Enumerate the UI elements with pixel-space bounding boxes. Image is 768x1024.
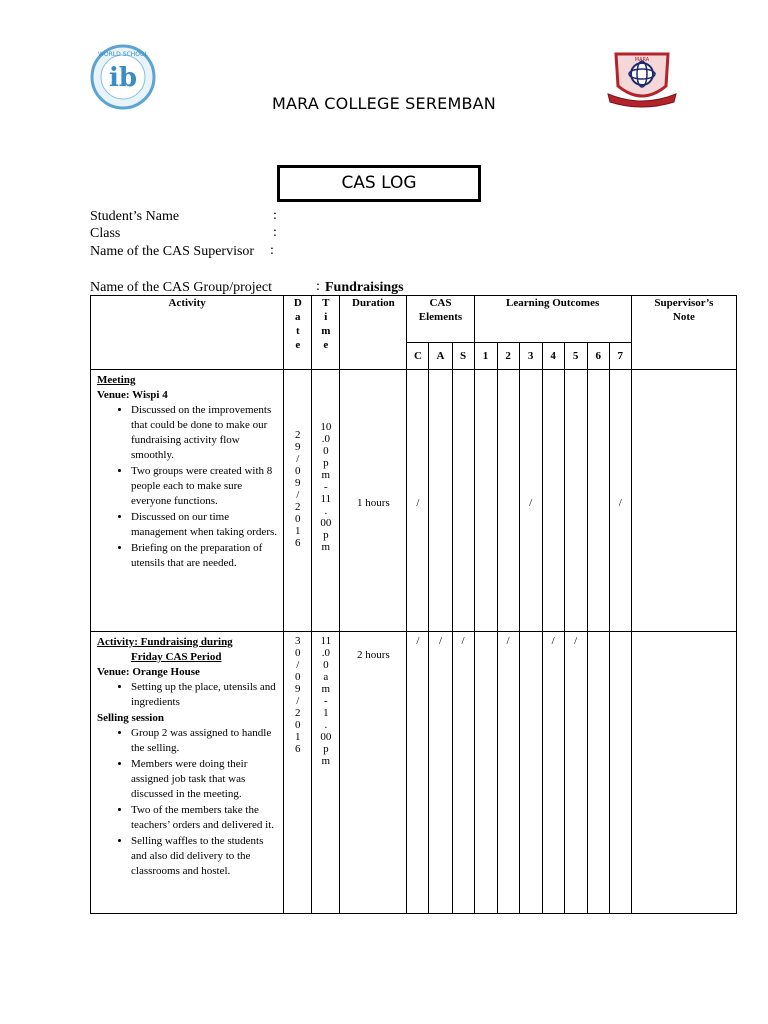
list-item: • Two groups were created with 8 people each to make sure everyone functions. [131,464,277,509]
group-colon: : [316,279,320,294]
cas-elements-header: CAS Elements [407,296,474,343]
date-cell: 3 0 / 0 9 / 2 0 1 6 [284,632,312,914]
outcome-1-header: 1 [474,343,497,370]
class-label: Class [90,226,121,241]
duration-header: Duration [340,296,407,370]
cas-a-mark [429,370,452,632]
activity-venue: Venue: Orange House [97,666,200,678]
outcome-6-mark [587,370,609,632]
outcome-1-mark [474,632,497,914]
date-cell: 2 9 / 0 9 / 2 0 1 6 [284,370,312,632]
school-name: MARA COLLEGE SEREMBAN [272,94,496,113]
list-item: • Setting up the place, utensils and ingredients [131,680,277,710]
cas-s-mark: / [452,632,474,914]
session-heading: Selling session [97,712,164,724]
outcome-3-mark [519,632,542,914]
outcome-7-mark: / [609,370,631,632]
table-row [91,370,737,632]
outcome-6-mark [587,632,609,914]
list-item: • Two of the members take the teachers’ orders and delivered it. [131,803,277,833]
supervisor-label: Name of the CAS Supervisor [90,244,255,259]
outcome-2-mark [497,370,519,632]
supervisor-colon: : [270,243,274,258]
svg-text:ib: ib [108,63,138,93]
student-name-label: Student’s Name [90,209,180,224]
svg-text:WORLD SCHOOL: WORLD SCHOOL [98,51,148,58]
outcome-3-mark: / [519,370,542,632]
outcome-7-mark [609,632,631,914]
list-item: • Discussed on our time management when taking orders. [131,510,277,540]
time-cell: 10 .0 0 p m - 11 . 00 p m [312,370,340,632]
table-row [91,632,737,914]
list-item: • Briefing on the preparation of utensils that are needed. [131,541,277,571]
svg-text:MARA: MARA [634,57,650,63]
cas-log-table [90,295,737,914]
date-header: D a t e [284,296,312,370]
duration-cell: 1 hours [340,370,407,632]
time-header: T i m e [312,296,340,370]
student-name-colon: : [273,208,277,223]
activity-list [97,403,277,571]
outcome-4-mark [542,370,564,632]
activity-title: Activity: Fundraising during [97,636,233,648]
duration-cell: 2 hours [340,632,407,914]
outcome-5-mark [564,370,587,632]
cas-c-header: C [407,343,429,370]
outcome-5-mark: / [564,632,587,914]
outcome-4-header: 4 [542,343,564,370]
outcome-5-header: 5 [564,343,587,370]
cas-s-header: S [452,343,474,370]
outcome-7-header: 7 [609,343,631,370]
outcome-2-header: 2 [497,343,519,370]
supervisor-note-header: Supervisor’s Note [631,296,736,370]
outcome-6-header: 6 [587,343,609,370]
outcome-2-mark: / [497,632,519,914]
supervisor-note-cell [631,370,736,632]
cas-a-mark: / [429,632,452,914]
cas-log-title-box [277,165,481,202]
list-item: • Members were doing their assigned job task that was discussed in the meeting. [131,757,277,802]
activity-list [97,680,277,710]
cas-s-mark [452,370,474,632]
time-cell: 11 .0 0 a m - 1 . 00 p m [312,632,340,914]
cas-c-mark: / [407,632,429,914]
activity-title-continued: Friday CAS Period [131,651,222,663]
group-label: Name of the CAS Group/project [90,280,272,295]
page-title: CAS LOG [341,173,417,193]
outcome-4-mark: / [542,632,564,914]
outcome-1-mark [474,370,497,632]
list-item: • Discussed on the improvements that could be done to make our fundraising activity flow smoothly. [131,403,277,463]
list-item: • Selling waffles to the students and also did delivery to the classrooms and hostel. [131,834,277,879]
activity-list [97,726,277,879]
group-value: Fundraisings [325,280,404,295]
outcome-3-header: 3 [519,343,542,370]
cas-c-mark: / [407,370,429,632]
activity-cell [91,632,284,914]
activity-title: Meeting [97,374,136,386]
supervisor-note-cell [631,632,736,914]
activity-cell [91,370,284,632]
activity-header: Activity [91,296,284,370]
learning-outcomes-header: Learning Outcomes [474,296,631,343]
cas-a-header: A [429,343,452,370]
list-item: • Group 2 was assigned to handle the selling. [131,726,277,756]
class-colon: : [273,225,277,240]
activity-venue: Venue: Wispi 4 [97,389,168,401]
